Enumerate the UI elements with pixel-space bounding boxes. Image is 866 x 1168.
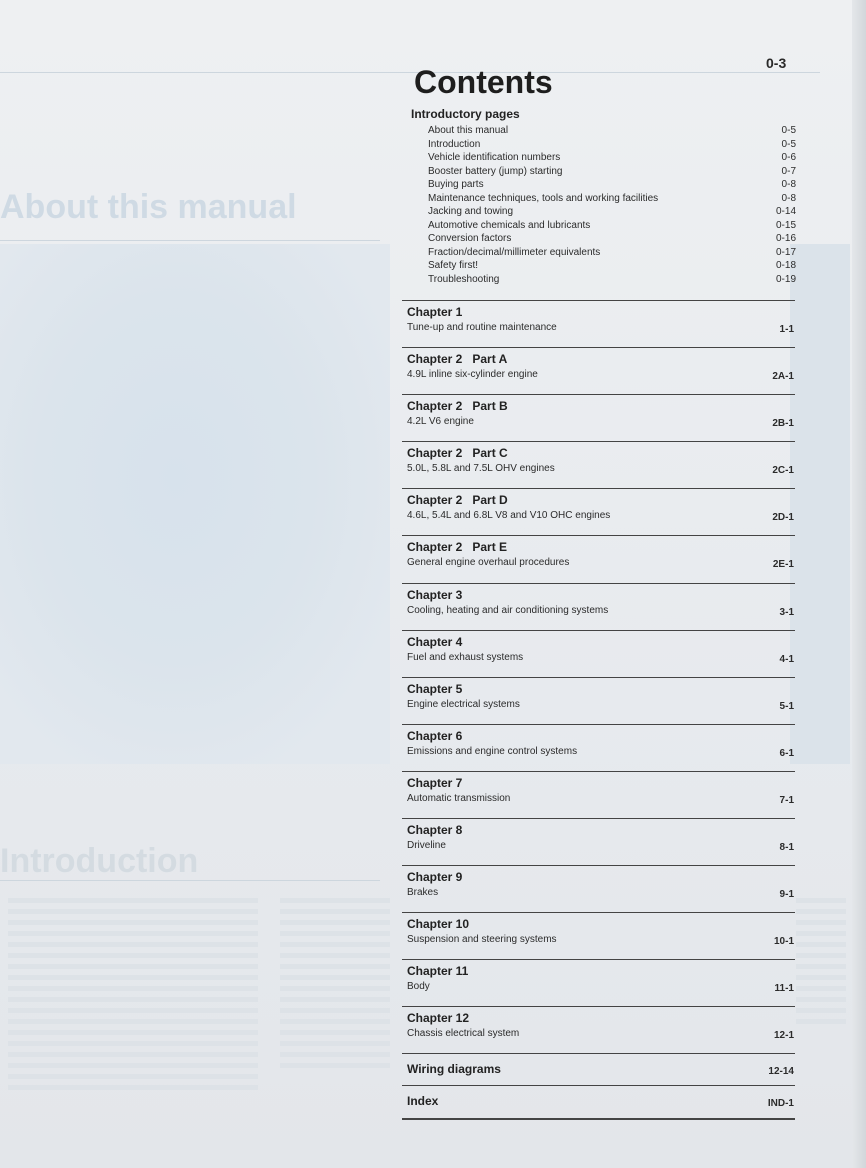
toc-entry-page: 0-8 xyxy=(781,179,796,190)
page-number: 0-3 xyxy=(766,55,787,71)
chapter-page: 9-1 xyxy=(779,889,794,900)
chapter-title: Chassis electrical system xyxy=(407,1028,520,1039)
toc-entry-label: Automotive chemicals and lubricants xyxy=(428,219,591,231)
chapter-entry[interactable] xyxy=(402,959,795,1006)
chapter-number: Chapter 2 xyxy=(407,399,463,413)
chapter-page: IND-1 xyxy=(767,1098,794,1109)
toc-entry-page: 0-14 xyxy=(775,206,796,217)
chapter-entry[interactable] xyxy=(402,488,795,535)
chapter-page: 8-1 xyxy=(779,842,794,853)
chapter-page: 10-1 xyxy=(773,936,794,947)
toc-entry-page: 0-5 xyxy=(781,125,796,136)
chapter-entry[interactable] xyxy=(402,1006,795,1053)
chapter-entry[interactable] xyxy=(402,771,795,818)
chapter-number: Chapter 2 xyxy=(407,446,463,460)
chapter-entry[interactable] xyxy=(402,630,795,677)
chapter-page: 5-1 xyxy=(779,701,794,712)
chapter-heading xyxy=(407,588,462,602)
bleed-rule xyxy=(0,72,820,73)
chapter-title: General engine overhaul procedures xyxy=(407,557,570,568)
chapter-number: Chapter 9 xyxy=(407,870,463,884)
chapter-page: 4-1 xyxy=(779,654,794,665)
toc-entry-label: Troubleshooting xyxy=(428,273,500,285)
chapter-number: Chapter 2 xyxy=(407,540,463,554)
toc-entry[interactable] xyxy=(428,232,796,246)
toc-entry[interactable] xyxy=(428,259,796,273)
chapter-number: Chapter 8 xyxy=(407,823,463,837)
toc-entry[interactable] xyxy=(428,138,796,152)
chapter-title: Tune-up and routine maintenance xyxy=(407,322,557,333)
chapter-heading xyxy=(407,682,462,696)
chapter-heading xyxy=(407,917,469,931)
closing-rule xyxy=(402,1118,795,1120)
toc-entry-label: Vehicle identification numbers xyxy=(428,152,561,163)
chapter-title: 4.9L inline six-cylinder engine xyxy=(407,369,538,380)
chapter-heading xyxy=(407,446,508,460)
chapter-title: Cooling, heating and air conditioning systems xyxy=(407,605,609,616)
chapter-title: Fuel and exhaust systems xyxy=(407,652,524,663)
chapter-part: Part C xyxy=(472,446,508,460)
chapter-page: 7-1 xyxy=(779,795,794,806)
toc-entry-label: Fraction/decimal/millimeter equivalents xyxy=(428,246,601,258)
toc-entry[interactable] xyxy=(428,165,796,179)
introductory-pages-list xyxy=(428,124,796,286)
toc-entry-label: Buying parts xyxy=(428,179,484,190)
toc-entry-page: 0-7 xyxy=(781,165,796,177)
chapter-entry[interactable] xyxy=(402,535,795,582)
chapter-heading xyxy=(407,352,507,366)
toc-entry-label: Maintenance techniques, tools and working facilities xyxy=(428,192,659,204)
chapter-number: Chapter 6 xyxy=(407,729,463,743)
chapter-heading xyxy=(407,964,468,978)
chapter-heading xyxy=(407,635,462,649)
chapter-title: 4.2L V6 engine xyxy=(407,416,474,427)
contents-title: Contents xyxy=(414,64,553,100)
toc-entry[interactable] xyxy=(428,205,796,219)
toc-entry[interactable] xyxy=(428,151,796,165)
chapter-entry[interactable] xyxy=(402,394,795,441)
bleed-through-text-column xyxy=(8,898,258,1098)
chapter-title: Driveline xyxy=(407,840,446,851)
chapter-title: Emissions and engine control systems xyxy=(407,746,578,757)
chapter-page: 3-1 xyxy=(779,607,794,618)
chapter-title: Engine electrical systems xyxy=(407,699,520,710)
chapter-entry[interactable] xyxy=(402,818,795,865)
chapter-part: Part A xyxy=(472,352,508,366)
toc-entry-page: 0-5 xyxy=(781,138,796,150)
chapter-entry[interactable] xyxy=(402,347,795,394)
toc-entry[interactable] xyxy=(428,124,796,138)
chapter-number: Wiring diagrams xyxy=(407,1062,501,1076)
toc-entry-page: 0-19 xyxy=(775,273,796,285)
toc-entry[interactable] xyxy=(428,273,796,287)
chapter-entry[interactable] xyxy=(402,912,795,959)
chapter-number: Chapter 2 xyxy=(407,352,463,366)
chapter-entry[interactable] xyxy=(402,724,795,771)
chapter-number: Chapter 7 xyxy=(407,776,463,790)
chapter-page: 2A-1 xyxy=(772,371,794,382)
chapter-page: 2D-1 xyxy=(772,512,794,523)
toc-entry-page: 0-15 xyxy=(775,219,796,231)
chapter-number: Chapter 1 xyxy=(407,305,463,319)
chapter-heading xyxy=(407,399,508,413)
toc-entry-label: Introduction xyxy=(428,138,481,150)
toc-entry[interactable] xyxy=(428,219,796,233)
chapter-entry[interactable] xyxy=(402,583,795,630)
chapter-title: Body xyxy=(407,981,430,992)
chapter-entry[interactable] xyxy=(402,865,795,912)
chapter-page: 1-1 xyxy=(779,324,794,335)
chapter-page: 12-14 xyxy=(768,1066,794,1077)
chapter-page: 6-1 xyxy=(779,748,794,759)
chapter-heading xyxy=(407,305,462,319)
toc-entry-page: 0-6 xyxy=(781,152,796,163)
chapter-number: Chapter 2 xyxy=(407,493,463,507)
chapter-part: Part D xyxy=(472,493,508,507)
bleed-rule xyxy=(0,880,380,881)
chapter-entry[interactable] xyxy=(402,1085,795,1132)
chapter-number: Chapter 12 xyxy=(407,1011,470,1025)
chapter-page: 2C-1 xyxy=(772,465,794,476)
chapter-page: 12-1 xyxy=(773,1030,794,1041)
chapter-entry[interactable] xyxy=(402,441,795,488)
chapter-number: Chapter 3 xyxy=(407,588,463,602)
toc-entry-label: Conversion factors xyxy=(428,233,512,244)
toc-entry-page: 0-8 xyxy=(781,192,796,204)
chapter-heading xyxy=(407,729,462,743)
chapter-part: Part E xyxy=(472,540,508,554)
toc-entry-page: 0-18 xyxy=(775,260,796,271)
chapter-number: Chapter 11 xyxy=(407,964,469,978)
bleed-through-photo-edge xyxy=(790,244,850,764)
chapter-entry[interactable] xyxy=(402,300,795,347)
toc-entry-label: About this manual xyxy=(428,125,509,136)
bleed-through-text-column xyxy=(280,898,390,1098)
chapter-heading xyxy=(407,1094,438,1108)
page-edge-shadow xyxy=(852,0,866,1168)
toc-entry[interactable] xyxy=(428,246,796,260)
bleed-through-text-column xyxy=(796,898,846,1098)
chapter-entry[interactable] xyxy=(402,677,795,724)
chapter-title: 4.6L, 5.4L and 6.8L V8 and V10 OHC engines xyxy=(407,510,611,521)
chapter-page: 11-1 xyxy=(774,983,794,994)
toc-entry-label: Safety first! xyxy=(428,260,479,271)
chapter-heading xyxy=(407,1062,501,1076)
chapter-heading xyxy=(407,823,462,837)
bleed-rule xyxy=(0,240,380,241)
chapter-page: 2B-1 xyxy=(772,418,794,429)
chapter-title: Suspension and steering systems xyxy=(407,934,557,945)
toc-entry-page: 0-16 xyxy=(775,233,796,244)
chapter-heading xyxy=(407,493,508,507)
bleed-through-heading-about: About this manual xyxy=(0,188,297,226)
toc-entry[interactable] xyxy=(428,178,796,192)
toc-entry-label: Jacking and towing xyxy=(428,206,514,217)
chapter-heading xyxy=(407,540,507,554)
chapter-heading xyxy=(407,1011,469,1025)
chapter-page: 2E-1 xyxy=(772,559,794,570)
chapter-title: 5.0L, 5.8L and 7.5L OHV engines xyxy=(407,463,555,474)
chapter-number: Chapter 5 xyxy=(407,682,463,696)
toc-entry[interactable] xyxy=(428,192,796,206)
bleed-through-photo xyxy=(0,244,390,764)
chapter-heading xyxy=(407,870,462,884)
toc-entry-label: Booster battery (jump) starting xyxy=(428,165,563,177)
chapter-number: Index xyxy=(407,1094,439,1108)
chapter-part: Part B xyxy=(472,399,508,413)
chapter-title: Brakes xyxy=(407,887,439,898)
chapter-heading xyxy=(407,776,462,790)
bleed-through-heading-introduction: Introduction xyxy=(0,842,199,880)
toc-entry-page: 0-17 xyxy=(775,246,796,258)
chapter-title: Automatic transmission xyxy=(407,793,511,804)
chapter-number: Chapter 10 xyxy=(407,917,470,931)
chapter-number: Chapter 4 xyxy=(407,635,463,649)
introductory-pages-heading: Introductory pages xyxy=(411,107,520,121)
